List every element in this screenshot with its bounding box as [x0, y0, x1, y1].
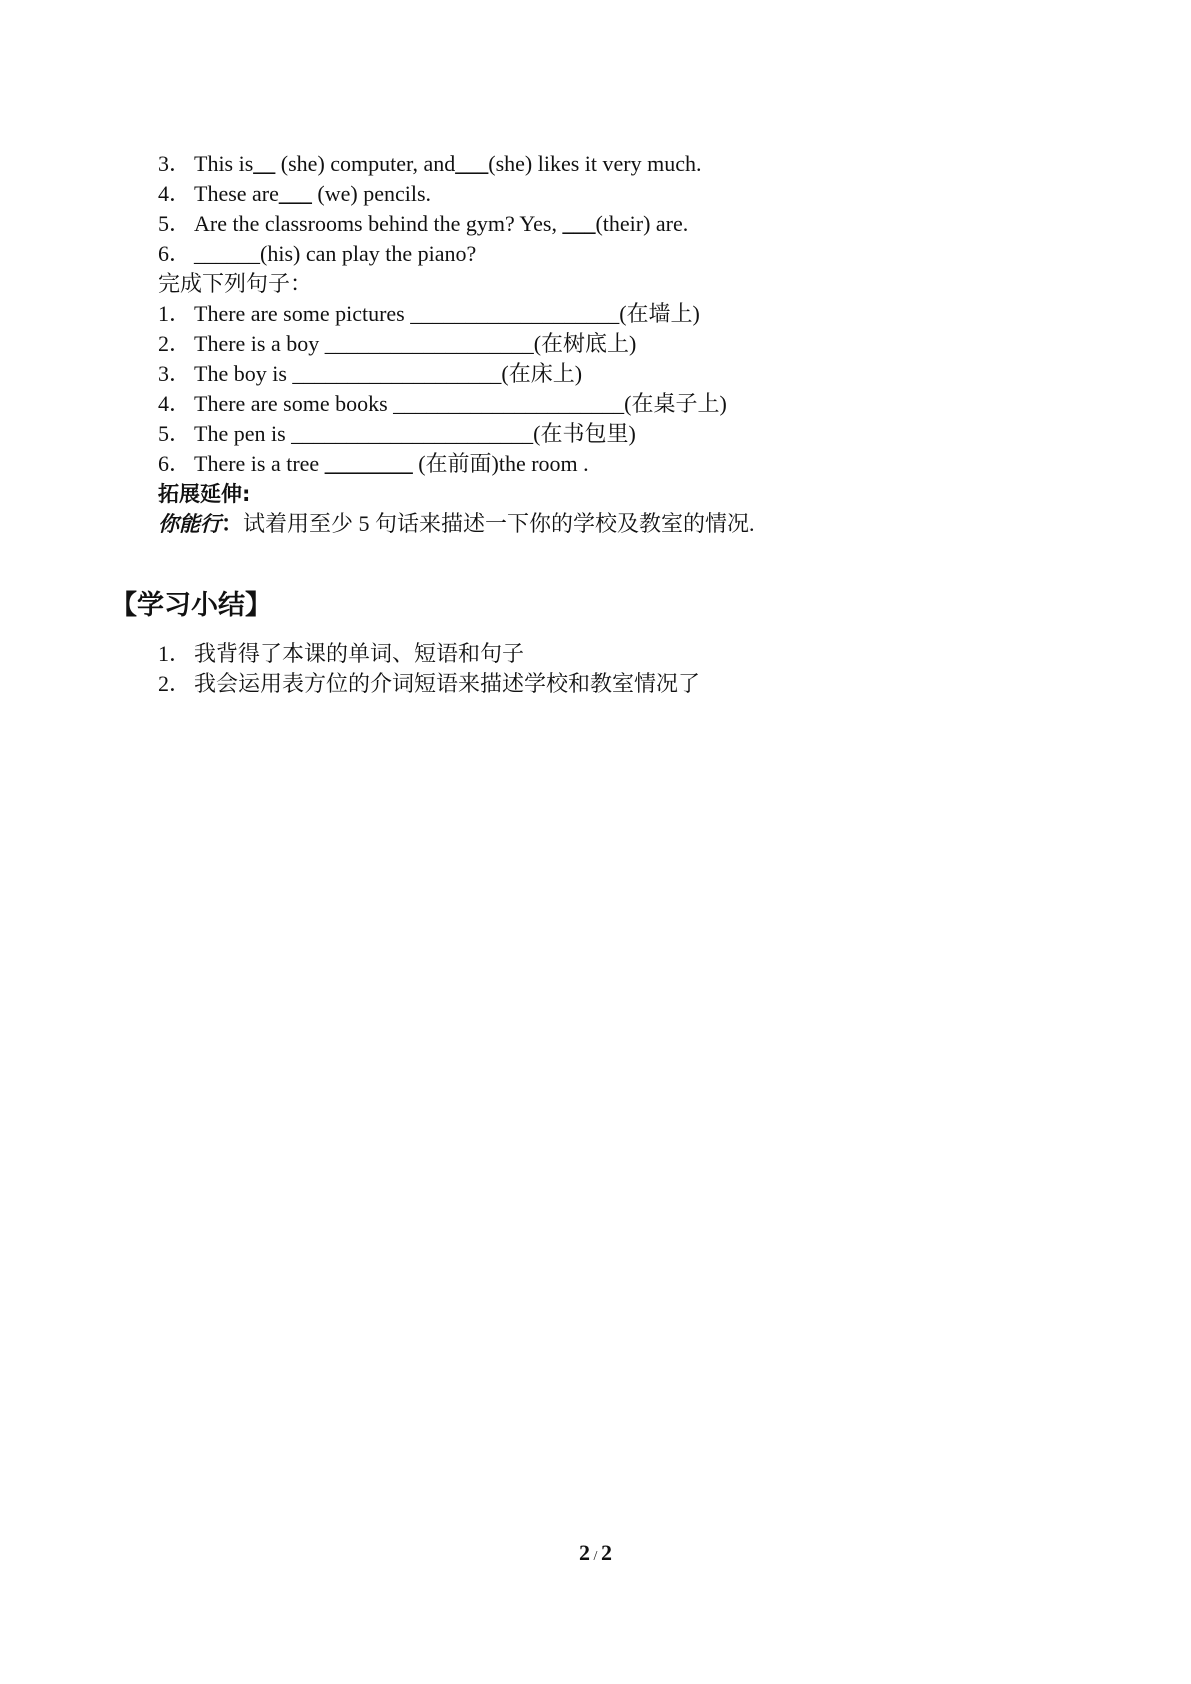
exercise-a-item-4: 4． These are___ (we) pencils. — [158, 181, 432, 206]
exercise-b-item-6: 6． There is a tree ________ (在前面)the room . — [158, 451, 589, 476]
exercise-a-item-6: 6． ______(his) can play the piano? — [158, 241, 477, 266]
summary-heading: 【学习小结】 — [110, 590, 272, 621]
exercise-b-item-5: 5． The pen is ______________________(在书包里) — [158, 421, 636, 446]
extension-title: 拓展延伸: — [158, 482, 251, 506]
summary-item-1: 1． 我背得了本课的单词、短语和句子 — [158, 641, 525, 666]
summary-item-2: 2． 我会运用表方位的介词短语来描述学校和教室情况了 — [158, 671, 701, 696]
blank: ___ — [278, 181, 312, 206]
blank: ___ — [455, 151, 489, 176]
extension-label: 你能行 — [158, 512, 221, 536]
section-complete-title: 完成下列句子： — [158, 271, 313, 296]
exercise-b-item-1: 1． There are some pictures ___________________(在墙上) — [158, 301, 700, 326]
exercise-a-item-3: 3． This is__ (she) computer, and___(she) likes it very much. — [158, 151, 702, 176]
blank: ________ — [324, 451, 413, 476]
extension-task: 你能行：试着用至少 5 句话来描述一下你的学校及教室的情况. — [158, 511, 755, 536]
exercise-b-item-3: 3． The boy is ___________________(在床上) — [158, 361, 583, 386]
exercise-b-item-4: 4． There are some books _____________________(在桌子上) — [158, 391, 727, 416]
blank: __ — [253, 151, 276, 176]
blank: ___ — [562, 211, 596, 236]
exercise-b-item-2: 2． There is a boy ___________________(在树底上) — [158, 331, 637, 356]
exercise-a-item-5: 5． Are the classrooms behind the gym? Yes, ___(their) are. — [158, 211, 689, 236]
page-number: 2 / 2 — [579, 1540, 612, 1565]
